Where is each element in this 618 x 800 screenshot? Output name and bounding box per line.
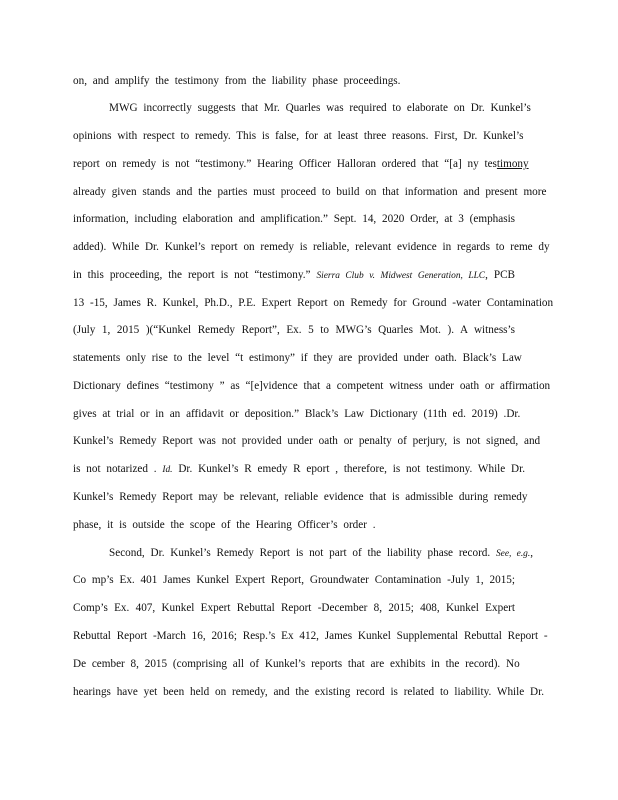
text-line: Co mp’s Ex. 401 James Kunkel Expert Report, Groundwater Contamination -July 1, 2015; [73,574,515,586]
text-run: Dr. Kunkel’s R emedy R eport , therefore, is not testimony. While Dr. [178,463,526,475]
text-line: Kunkel’s Remedy Report may be relevant, reliable evidence that is admissible during remedy [73,491,528,503]
text-line: gives at trial or in an affidavit or deposition.” Black’s Law Dictionary (11th ed. 2019) .Dr. [73,408,521,420]
text-line: Rebuttal Report -March 16, 2016; Resp.’s Ex 412, James Kunkel Supplemental Rebuttal Report - [73,630,548,642]
text-line [73,268,515,283]
text-line: (July 1, 2015 )(“Kunkel Remedy Report”, Ex. 5 to MWG’s Quarles Mot. ). A witness’s [73,324,515,336]
text-line [109,546,534,561]
text-line: Kunkel’s Remedy Report was not provided under oath or penalty of perjury, is not signed, and [73,435,541,447]
text-line: De cember 8, 2015 (comprising all of Kunkel’s reports that are exhibits in the record). No [73,658,520,670]
text-run: is not notarized . [73,463,157,475]
text-line: information, including elaboration and amplification.” Sept. 14, 2020 Order, at 3 (emphasis [73,213,516,225]
text-line: Comp’s Ex. 407, Kunkel Expert Rebuttal Report -December 8, 2015; 408, Kunkel Expert [73,602,515,614]
text-line: already given stands and the parties must proceed to build on that information and present more [73,186,547,198]
text-run: , [530,547,534,559]
id-citation: Id. [162,465,173,475]
text-run: , PCB [485,269,515,281]
text-line: added). While Dr. Kunkel’s report on remedy is reliable, relevant evidence in regards to reme dy [73,241,550,253]
text-line: Dictionary defines “testimony ” as “[e]vidence that a competent witness under oath or affirmation [73,380,551,392]
text-line: hearings have yet been held on remedy, and the existing record is related to liability. While Dr. [73,686,545,698]
text-run: report on remedy is not “testimony.” Hearing Officer Halloran ordered that “[a] ny tes [73,158,497,170]
text-line [73,157,529,171]
case-citation: Sierra Club v. Midwest Generation, LLC [316,271,486,281]
text-line: opinions with respect to remedy. This is false, for at least three reasons. First, Dr. Kunkel’s [73,130,524,142]
underlined-text: timony [496,158,529,170]
text-line: phase, it is outside the scope of the Hearing Officer’s order . [73,519,376,531]
text-line: on, and amplify the testimony from the liability phase proceedings. [73,75,401,87]
text-line: MWG incorrectly suggests that Mr. Quarles was required to elaborate on Dr. Kunkel’s [109,102,531,114]
text-run: in this proceeding, the report is not “testimony.” [73,269,311,281]
text-run: Second, Dr. Kunkel’s Remedy Report is not part of the liability phase record. [109,547,491,559]
citation-signal: See, e.g. [495,549,531,559]
text-line: statements only rise to the level “t estimony” if they are provided under oath. Black’s Law [73,352,522,364]
text-line: 13 -15, James R. Kunkel, Ph.D., P.E. Expert Report on Remedy for Ground -water Contamination [73,297,554,309]
text-line [73,462,526,477]
